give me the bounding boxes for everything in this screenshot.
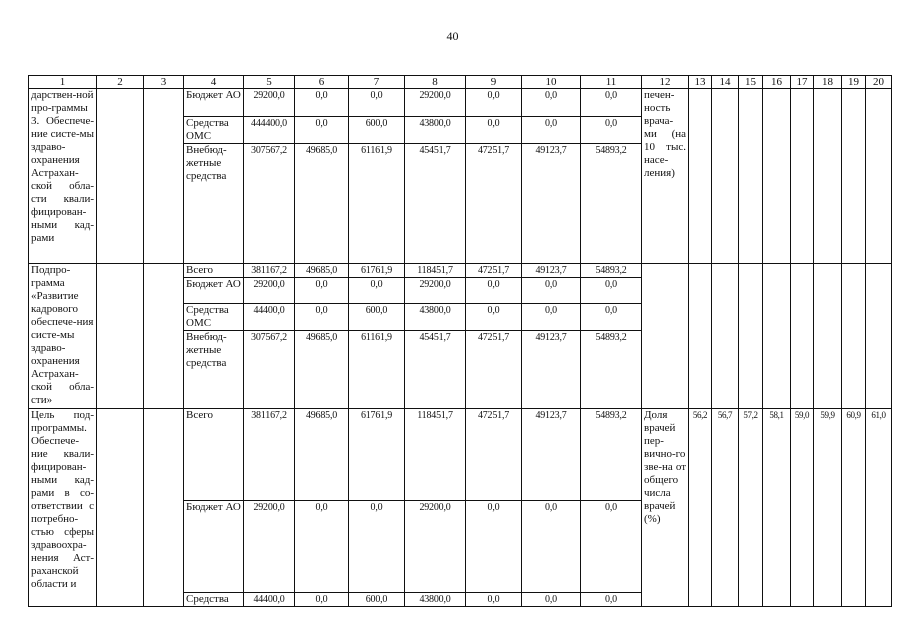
- amount-cell: 45451,7: [405, 331, 466, 409]
- empty-cell: [97, 409, 144, 607]
- empty-cell: [814, 89, 842, 264]
- amount-cell: 43800,0: [405, 117, 466, 144]
- indicator-value: 61,0: [866, 409, 892, 607]
- amount-cell: 61761,9: [349, 409, 405, 501]
- table-row: [29, 409, 892, 501]
- amount-cell: 54893,2: [581, 409, 642, 501]
- column-header: 16: [763, 76, 791, 89]
- empty-cell: [814, 264, 842, 409]
- amount-cell: 0,0: [466, 501, 522, 593]
- funding-source: Средства ОМС: [184, 304, 244, 331]
- amount-cell: 29200,0: [405, 89, 466, 117]
- amount-cell: 49123,7: [522, 264, 581, 278]
- amount-cell: 29200,0: [405, 501, 466, 593]
- indicator-value: 59,9: [814, 409, 842, 607]
- empty-cell: [763, 264, 791, 409]
- empty-cell: [689, 89, 712, 264]
- amount-cell: 0,0: [295, 278, 349, 304]
- column-header: 18: [814, 76, 842, 89]
- amount-cell: 0,0: [295, 501, 349, 593]
- amount-cell: 44400,0: [244, 593, 295, 607]
- funding-source: Бюджет АО: [184, 501, 244, 593]
- indicator-name: печен-ность врача-ми (на 10 тыс. насе-ления): [642, 89, 689, 264]
- empty-cell: [866, 89, 892, 264]
- program-name: Цель под-программы. Обеспече-ние квали-фицирован-ными кад-рами в со-ответствии с потребно-стью сферы здравоохра-нения Аст-раханской области и: [29, 409, 97, 607]
- column-header: 12: [642, 76, 689, 89]
- amount-cell: 49685,0: [295, 331, 349, 409]
- amount-cell: 47251,7: [466, 331, 522, 409]
- column-header: 11: [581, 76, 642, 89]
- amount-cell: 0,0: [522, 278, 581, 304]
- amount-cell: 0,0: [466, 593, 522, 607]
- empty-cell: [689, 264, 712, 409]
- empty-cell: [866, 264, 892, 409]
- header-row: [29, 76, 892, 89]
- funding-source: Средства ОМС: [184, 117, 244, 144]
- column-header: 9: [466, 76, 522, 89]
- amount-cell: 29200,0: [244, 501, 295, 593]
- funding-source: Бюджет АО: [184, 89, 244, 117]
- program-name: Подпро-грамма «Развитие кадрового обеспече-ния систе-мы здраво-охранения Астрахан-ской обла-сти»: [29, 264, 97, 409]
- amount-cell: 0,0: [466, 117, 522, 144]
- indicator-value: 58,1: [763, 409, 791, 607]
- column-header: 14: [712, 76, 739, 89]
- column-header: 4: [184, 76, 244, 89]
- amount-cell: 54893,2: [581, 144, 642, 264]
- amount-cell: 444400,0: [244, 117, 295, 144]
- budget-table: [28, 75, 892, 607]
- amount-cell: 118451,7: [405, 264, 466, 278]
- empty-cell: [144, 89, 184, 264]
- amount-cell: 0,0: [295, 89, 349, 117]
- amount-cell: 61761,9: [349, 264, 405, 278]
- funding-source: Средства: [184, 593, 244, 607]
- amount-cell: 0,0: [581, 501, 642, 593]
- column-header: 2: [97, 76, 144, 89]
- amount-cell: 0,0: [522, 89, 581, 117]
- amount-cell: 47251,7: [466, 409, 522, 501]
- amount-cell: 43800,0: [405, 304, 466, 331]
- amount-cell: 0,0: [295, 304, 349, 331]
- table-row: [29, 264, 892, 278]
- funding-source: Бюджет АО: [184, 278, 244, 304]
- indicator-value: 59,0: [791, 409, 814, 607]
- funding-source: Всего: [184, 264, 244, 278]
- amount-cell: 0,0: [581, 278, 642, 304]
- funding-source: Всего: [184, 409, 244, 501]
- amount-cell: 381167,2: [244, 409, 295, 501]
- column-header: 13: [689, 76, 712, 89]
- empty-cell: [842, 264, 866, 409]
- column-header: 1: [29, 76, 97, 89]
- column-header: 3: [144, 76, 184, 89]
- amount-cell: 29200,0: [244, 89, 295, 117]
- column-header: 20: [866, 76, 892, 89]
- amount-cell: 61161,9: [349, 144, 405, 264]
- amount-cell: 0,0: [581, 117, 642, 144]
- amount-cell: 118451,7: [405, 409, 466, 501]
- column-header: 7: [349, 76, 405, 89]
- amount-cell: 49123,7: [522, 409, 581, 501]
- amount-cell: 44400,0: [244, 304, 295, 331]
- amount-cell: 0,0: [466, 278, 522, 304]
- empty-cell: [642, 264, 689, 409]
- amount-cell: 0,0: [522, 304, 581, 331]
- funding-source: Внебюд-жетные средства: [184, 331, 244, 409]
- empty-cell: [791, 264, 814, 409]
- table-row: [29, 89, 892, 117]
- program-name: дарствен-ной про-граммы 3. Обеспече-ние систе-мы здраво-охранения Астрахан-ской обла-сти квали-фицирован-ными кад-рами: [29, 89, 97, 264]
- amount-cell: 49685,0: [295, 264, 349, 278]
- amount-cell: 45451,7: [405, 144, 466, 264]
- funding-source: Внебюд-жетные средства: [184, 144, 244, 264]
- amount-cell: 0,0: [522, 501, 581, 593]
- empty-cell: [144, 264, 184, 409]
- amount-cell: 600,0: [349, 304, 405, 331]
- amount-cell: 0,0: [349, 501, 405, 593]
- amount-cell: 0,0: [581, 304, 642, 331]
- amount-cell: 600,0: [349, 593, 405, 607]
- column-header: 6: [295, 76, 349, 89]
- amount-cell: 0,0: [295, 117, 349, 144]
- empty-cell: [712, 89, 739, 264]
- empty-cell: [791, 89, 814, 264]
- column-header: 10: [522, 76, 581, 89]
- empty-cell: [739, 89, 763, 264]
- amount-cell: 0,0: [522, 117, 581, 144]
- amount-cell: 54893,2: [581, 331, 642, 409]
- amount-cell: 0,0: [522, 593, 581, 607]
- amount-cell: 49123,7: [522, 331, 581, 409]
- amount-cell: 29200,0: [244, 278, 295, 304]
- amount-cell: 0,0: [466, 304, 522, 331]
- indicator-name: Доля врачей пер-вично-го зве-на от общего числа врачей (%): [642, 409, 689, 607]
- amount-cell: 307567,2: [244, 144, 295, 264]
- column-header: 15: [739, 76, 763, 89]
- amount-cell: 47251,7: [466, 144, 522, 264]
- indicator-value: 60,9: [842, 409, 866, 607]
- column-header: 17: [791, 76, 814, 89]
- indicator-value: 56,7: [712, 409, 739, 607]
- empty-cell: [712, 264, 739, 409]
- amount-cell: 0,0: [466, 89, 522, 117]
- amount-cell: 29200,0: [405, 278, 466, 304]
- page-number: 40: [446, 29, 459, 43]
- amount-cell: 0,0: [349, 278, 405, 304]
- amount-cell: 47251,7: [466, 264, 522, 278]
- amount-cell: 0,0: [295, 593, 349, 607]
- amount-cell: 49123,7: [522, 144, 581, 264]
- amount-cell: 49685,0: [295, 144, 349, 264]
- column-header: 8: [405, 76, 466, 89]
- amount-cell: 307567,2: [244, 331, 295, 409]
- amount-cell: 49685,0: [295, 409, 349, 501]
- column-header: 5: [244, 76, 295, 89]
- column-header: 19: [842, 76, 866, 89]
- amount-cell: 0,0: [581, 89, 642, 117]
- empty-cell: [842, 89, 866, 264]
- amount-cell: 600,0: [349, 117, 405, 144]
- amount-cell: 54893,2: [581, 264, 642, 278]
- empty-cell: [763, 89, 791, 264]
- amount-cell: 61161,9: [349, 331, 405, 409]
- amount-cell: 381167,2: [244, 264, 295, 278]
- indicator-value: 57,2: [739, 409, 763, 607]
- indicator-value: 56,2: [689, 409, 712, 607]
- empty-cell: [739, 264, 763, 409]
- amount-cell: 0,0: [581, 593, 642, 607]
- amount-cell: 43800,0: [405, 593, 466, 607]
- amount-cell: 0,0: [349, 89, 405, 117]
- empty-cell: [97, 264, 144, 409]
- empty-cell: [97, 89, 144, 264]
- empty-cell: [144, 409, 184, 607]
